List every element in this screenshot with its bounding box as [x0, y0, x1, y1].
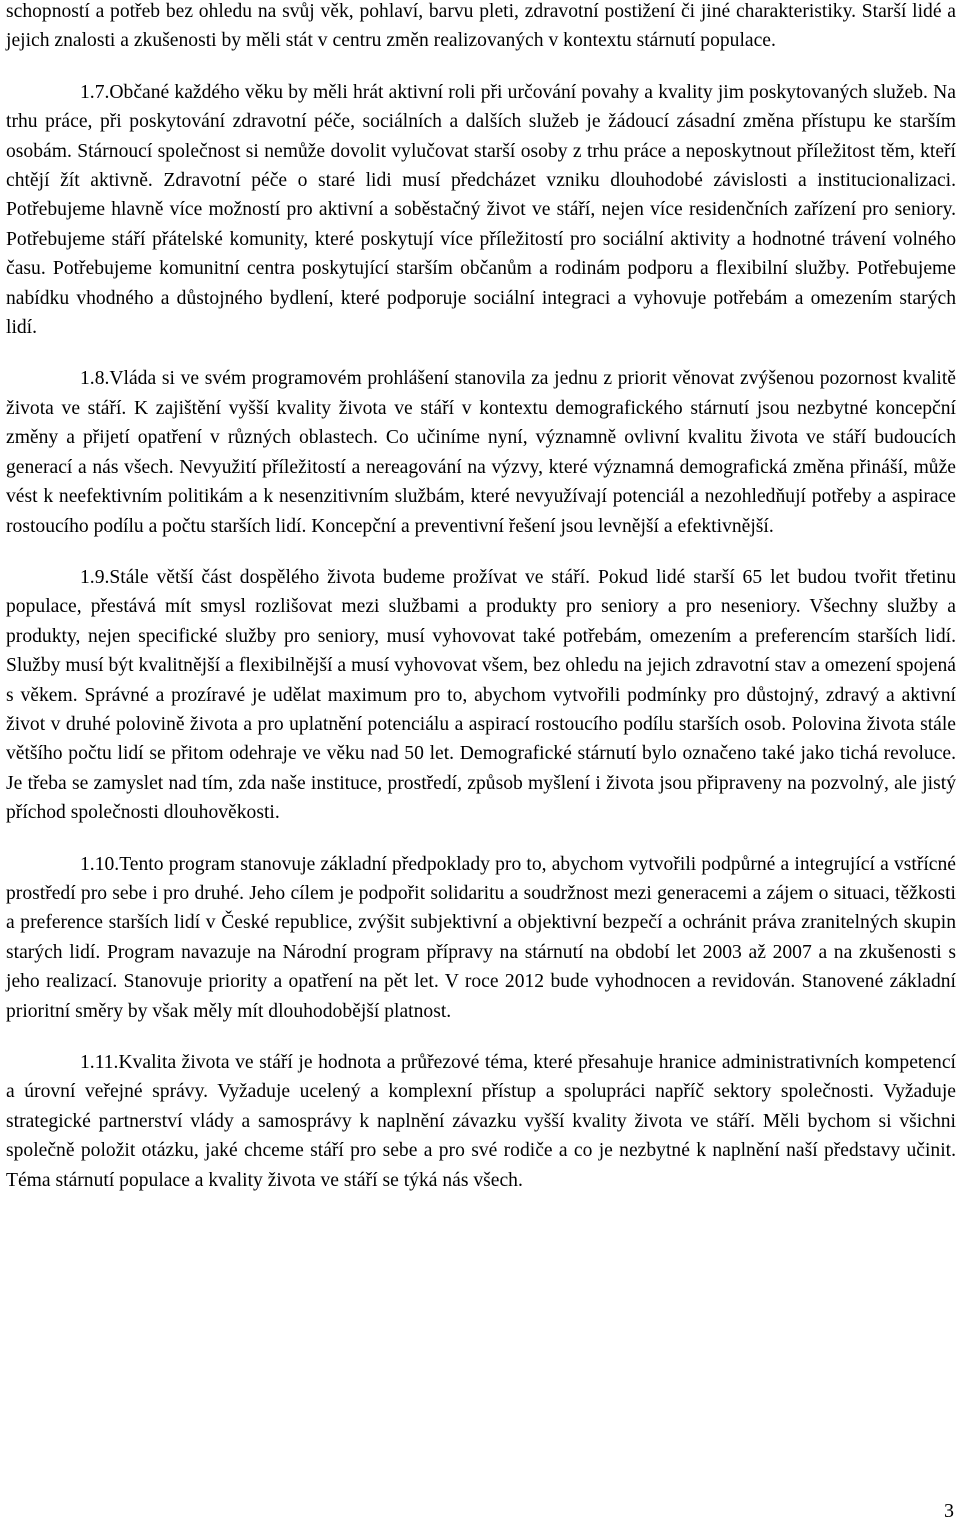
paragraph-1-9: [6, 563, 956, 828]
paragraph-text: Tento program stanovuje základní předpoklady pro to, abychom vytvořili podpůrné a integrující a vstřícné prostředí pro sebe i pro druhé. Jeho cílem je podpořit solidaritu a soudržnost mezi generacemi a zájem o situaci, těžkosti a preference starších lidí v České republice, zvýšit subjektivní a objektivní bezpečí a ochránit práva zranitelných skupin starých lidí. Program navazuje na Národní program přípravy na stárnutí na období let 2003 až 2007 a na zkušenosti s jeho realizací. Stanovuje priority a opatření na pět let. V roce 2012 bude vyhodnocen a revidován. Stanovené základní prioritní směry by však měly mít dlouhodobější platnost.: [6, 853, 956, 1022]
paragraph-continuation: [6, 0, 956, 56]
paragraph-1-7: [6, 78, 956, 343]
paragraph-number: 1.7.: [80, 81, 110, 103]
paragraph-number: 1.8.: [80, 368, 110, 390]
paragraph-text: Stále větší část dospělého života budeme prožívat ve stáří. Pokud lidé starší 65 let budou tvořit třetinu populace, přestává mít smysl rozlišovat mezi službami a produkty pro seniory a pro neseniory. Všechny služby a produkty, nejen specifické služby pro seniory, musí vyhovovat také potřebám, omezením a preferencím starších lidí. Služby musí být kvalitnější a flexibilnější a musí vyhovovat všem, bez ohledu na jejich zdravotní stav a omezení spojená s věkem. Správné a prozíravé je udělat maximum pro to, abychom vytvořili podmínky pro důstojný, zdravý a aktivní život v druhé polovině života a pro uplatnění potenciálu a aspirací rostoucího podílu starších osob. Polovina života stále většího počtu lidí se přitom odehraje ve věku nad 50 let. Demografické stárnutí bylo označeno také jako tichá revoluce. Je třeba se zamyslet nad tím, zda naše instituce, prostředí, způsob myšlení i života jsou připraveny na pozvolný, ale jistý příchod společnosti dlouhověkosti.: [6, 566, 956, 824]
paragraph-number: 1.9.: [80, 566, 110, 588]
paragraph-text: Kvalita života ve stáří je hodnota a průřezové téma, které přesahuje hranice administrativních kompetencí a úrovní veřejné správy. Vyžaduje ucelený a komplexní přístup a spolupráci napříč sektory společnosti. Vyžaduje strategické partnerství vlády a samosprávy k naplnění závazku vyšší kvality života ve stáří. Měli bychom si všichni společně položit otázku, jaké chceme stáří pro sebe a pro své rodiče a co je nezbytné k naplnění naší představy učinit. Téma stárnutí populace a kvality života ve stáří se týká nás všech.: [6, 1052, 956, 1191]
paragraph-text: schopností a potřeb bez ohledu na svůj věk, pohlaví, barvu pleti, zdravotní postižení či jiné charakteristiky. Starší lidé a jejich znalosti a zkušenosti by měli stát v centru změn realizovaných v kontextu stárnutí populace.: [6, 1, 956, 52]
paragraph-1-8: [6, 364, 956, 540]
paragraph-text: Občané každého věku by měli hrát aktivní roli při určování povahy a kvality jim poskytovaných služeb. Na trhu práce, při poskytování zdravotní péče, sociálních a dalších služeb je žádoucí zásadní změna přístupu ke starším osobám. Stárnoucí společnost si nemůže dovolit vylučovat starší osoby z trhu práce a neposkytnout příležitost těm, kteří chtějí žít aktivně. Zdravotní péče o staré lidi musí předcházet vzniku dlouhodobé závislosti a institucionalizaci. Potřebujeme hlavně více možností pro aktivní a soběstačný život ve stáří, nejen více residenčních zařízení pro seniory. Potřebujeme stáří přátelské komunity, které poskytují více příležitostí pro sociální aktivity a hodnotné trávení volného času. Potřebujeme komunitní centra poskytující starším občanům a rodinám podporu a flexibilní služby. Potřebujeme nabídku vhodného a důstojného bydlení, které podporuje sociální integraci a vyhovuje potřebám a omezením starých lidí.: [6, 81, 956, 339]
paragraph-1-11: [6, 1048, 956, 1195]
paragraph-1-10: [6, 850, 956, 1026]
paragraph-number: 1.11.: [80, 1052, 119, 1073]
paragraph-number: 1.10.: [80, 853, 120, 875]
page-number: 3: [944, 1500, 954, 1522]
paragraph-text: Vláda si ve svém programovém prohlášení stanovila za jednu z priorit věnovat zvýšenou pozornost kvalitě života ve stáří. K zajištění vyšší kvality života ve stáří v kontextu demografického stárnutí jsou nezbytné koncepční změny a přijetí opatření v různých oblastech. Co učiníme nyní, významně ovlivní kvalitu života ve stáří budoucích generací a nás všech. Nevyužití příležitostí a nereagování na výzvy, které významná demografická změna přináší, může vést k neefektivním politikám a k nesenzitivním službám, které nevyužívají potenciál a nezohledňují potřeby a aspirace rostoucího podílu a počtu starších lidí. Koncepční a preventivní řešení jsou levnější a efektivnější.: [6, 368, 956, 537]
